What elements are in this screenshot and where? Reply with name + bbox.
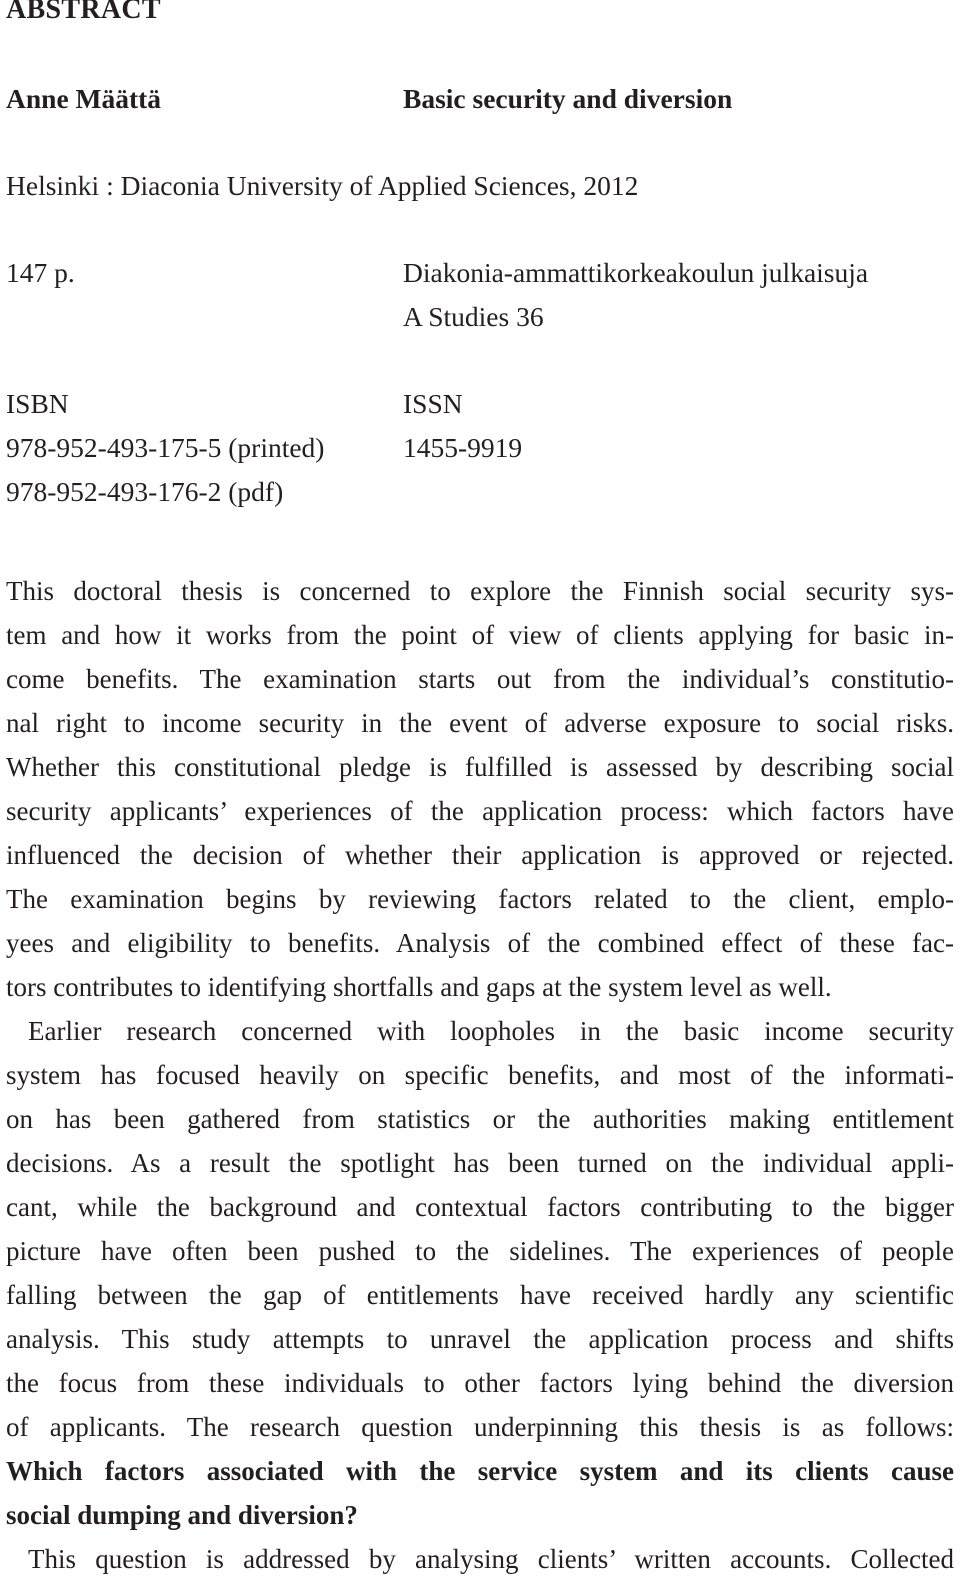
isbn-printed: 978-952-493-175-5 (printed) (6, 432, 325, 463)
series-number: A Studies 36 (403, 301, 544, 332)
publisher-line: Helsinki : Diaconia University of Applied Sciences, 2012 (6, 170, 639, 201)
body-line: the focus from these individuals to other factors lying behind the diversion (6, 1368, 954, 1398)
research-question-line: Which factors associated with the service system and its clients cause (6, 1456, 954, 1486)
body-line: security applicants’ experiences of the application process: which factors have (6, 796, 954, 826)
body-line: tors contributes to identifying shortfalls and gaps at the system level as well. (6, 972, 832, 1002)
body-line: tem and how it works from the point of view of clients applying for basic in- (6, 620, 954, 650)
isbn-label: ISBN (6, 388, 69, 419)
body-line: analysis. This study attempts to unravel the application process and shifts (6, 1324, 954, 1354)
series-name: Diakonia-ammattikorkeakoulun julkaisuja (403, 257, 869, 288)
body-line: decisions. As a result the spotlight has been turned on the individual appli- (6, 1148, 954, 1178)
body-line: Whether this constitutional pledge is fulfilled is assessed by describing social (6, 752, 954, 782)
body-line: of applicants. The research question underpinning this thesis is as follows: (6, 1412, 954, 1442)
body-line: The examination begins by reviewing factors related to the client, emplo- (6, 884, 954, 914)
body-line: falling between the gap of entitlements have received hardly any scientific (6, 1280, 954, 1310)
body-line: system has focused heavily on specific benefits, and most of the informati- (6, 1060, 954, 1090)
body-line: This doctoral thesis is concerned to explore the Finnish social security sys- (6, 576, 954, 606)
isbn-pdf: 978-952-493-176-2 (pdf) (6, 476, 284, 507)
body-line: influenced the decision of whether their application is approved or rejected. (6, 840, 954, 870)
abstract-body (6, 569, 954, 1581)
body-line: yees and eligibility to benefits. Analysis of the combined effect of these fac- (6, 928, 954, 958)
author-name: Anne Määttä (6, 83, 162, 114)
body-line: cant, while the background and contextual factors contributing to the bigger (6, 1192, 954, 1222)
page-count: 147 p. (6, 257, 75, 288)
issn-label: ISSN (403, 388, 463, 419)
research-question-line: social dumping and diversion? (6, 1500, 358, 1530)
body-line: This question is addressed by analysing clients’ written accounts. Collected (28, 1544, 954, 1574)
body-line: nal right to income security in the event of adverse exposure to social risks. (6, 708, 954, 738)
abstract-heading: ABSTRACT (6, 0, 161, 25)
body-line: on has been gathered from statistics or the authorities making entitlement (6, 1104, 954, 1134)
issn-value: 1455-9919 (403, 432, 523, 463)
body-line: picture have often been pushed to the sidelines. The experiences of people (6, 1236, 954, 1266)
body-line: come benefits. The examination starts out from the individual’s constitutio- (6, 664, 954, 694)
body-line: Earlier research concerned with loopholes in the basic income security (28, 1016, 954, 1046)
publication-title: Basic security and diversion (403, 83, 733, 114)
